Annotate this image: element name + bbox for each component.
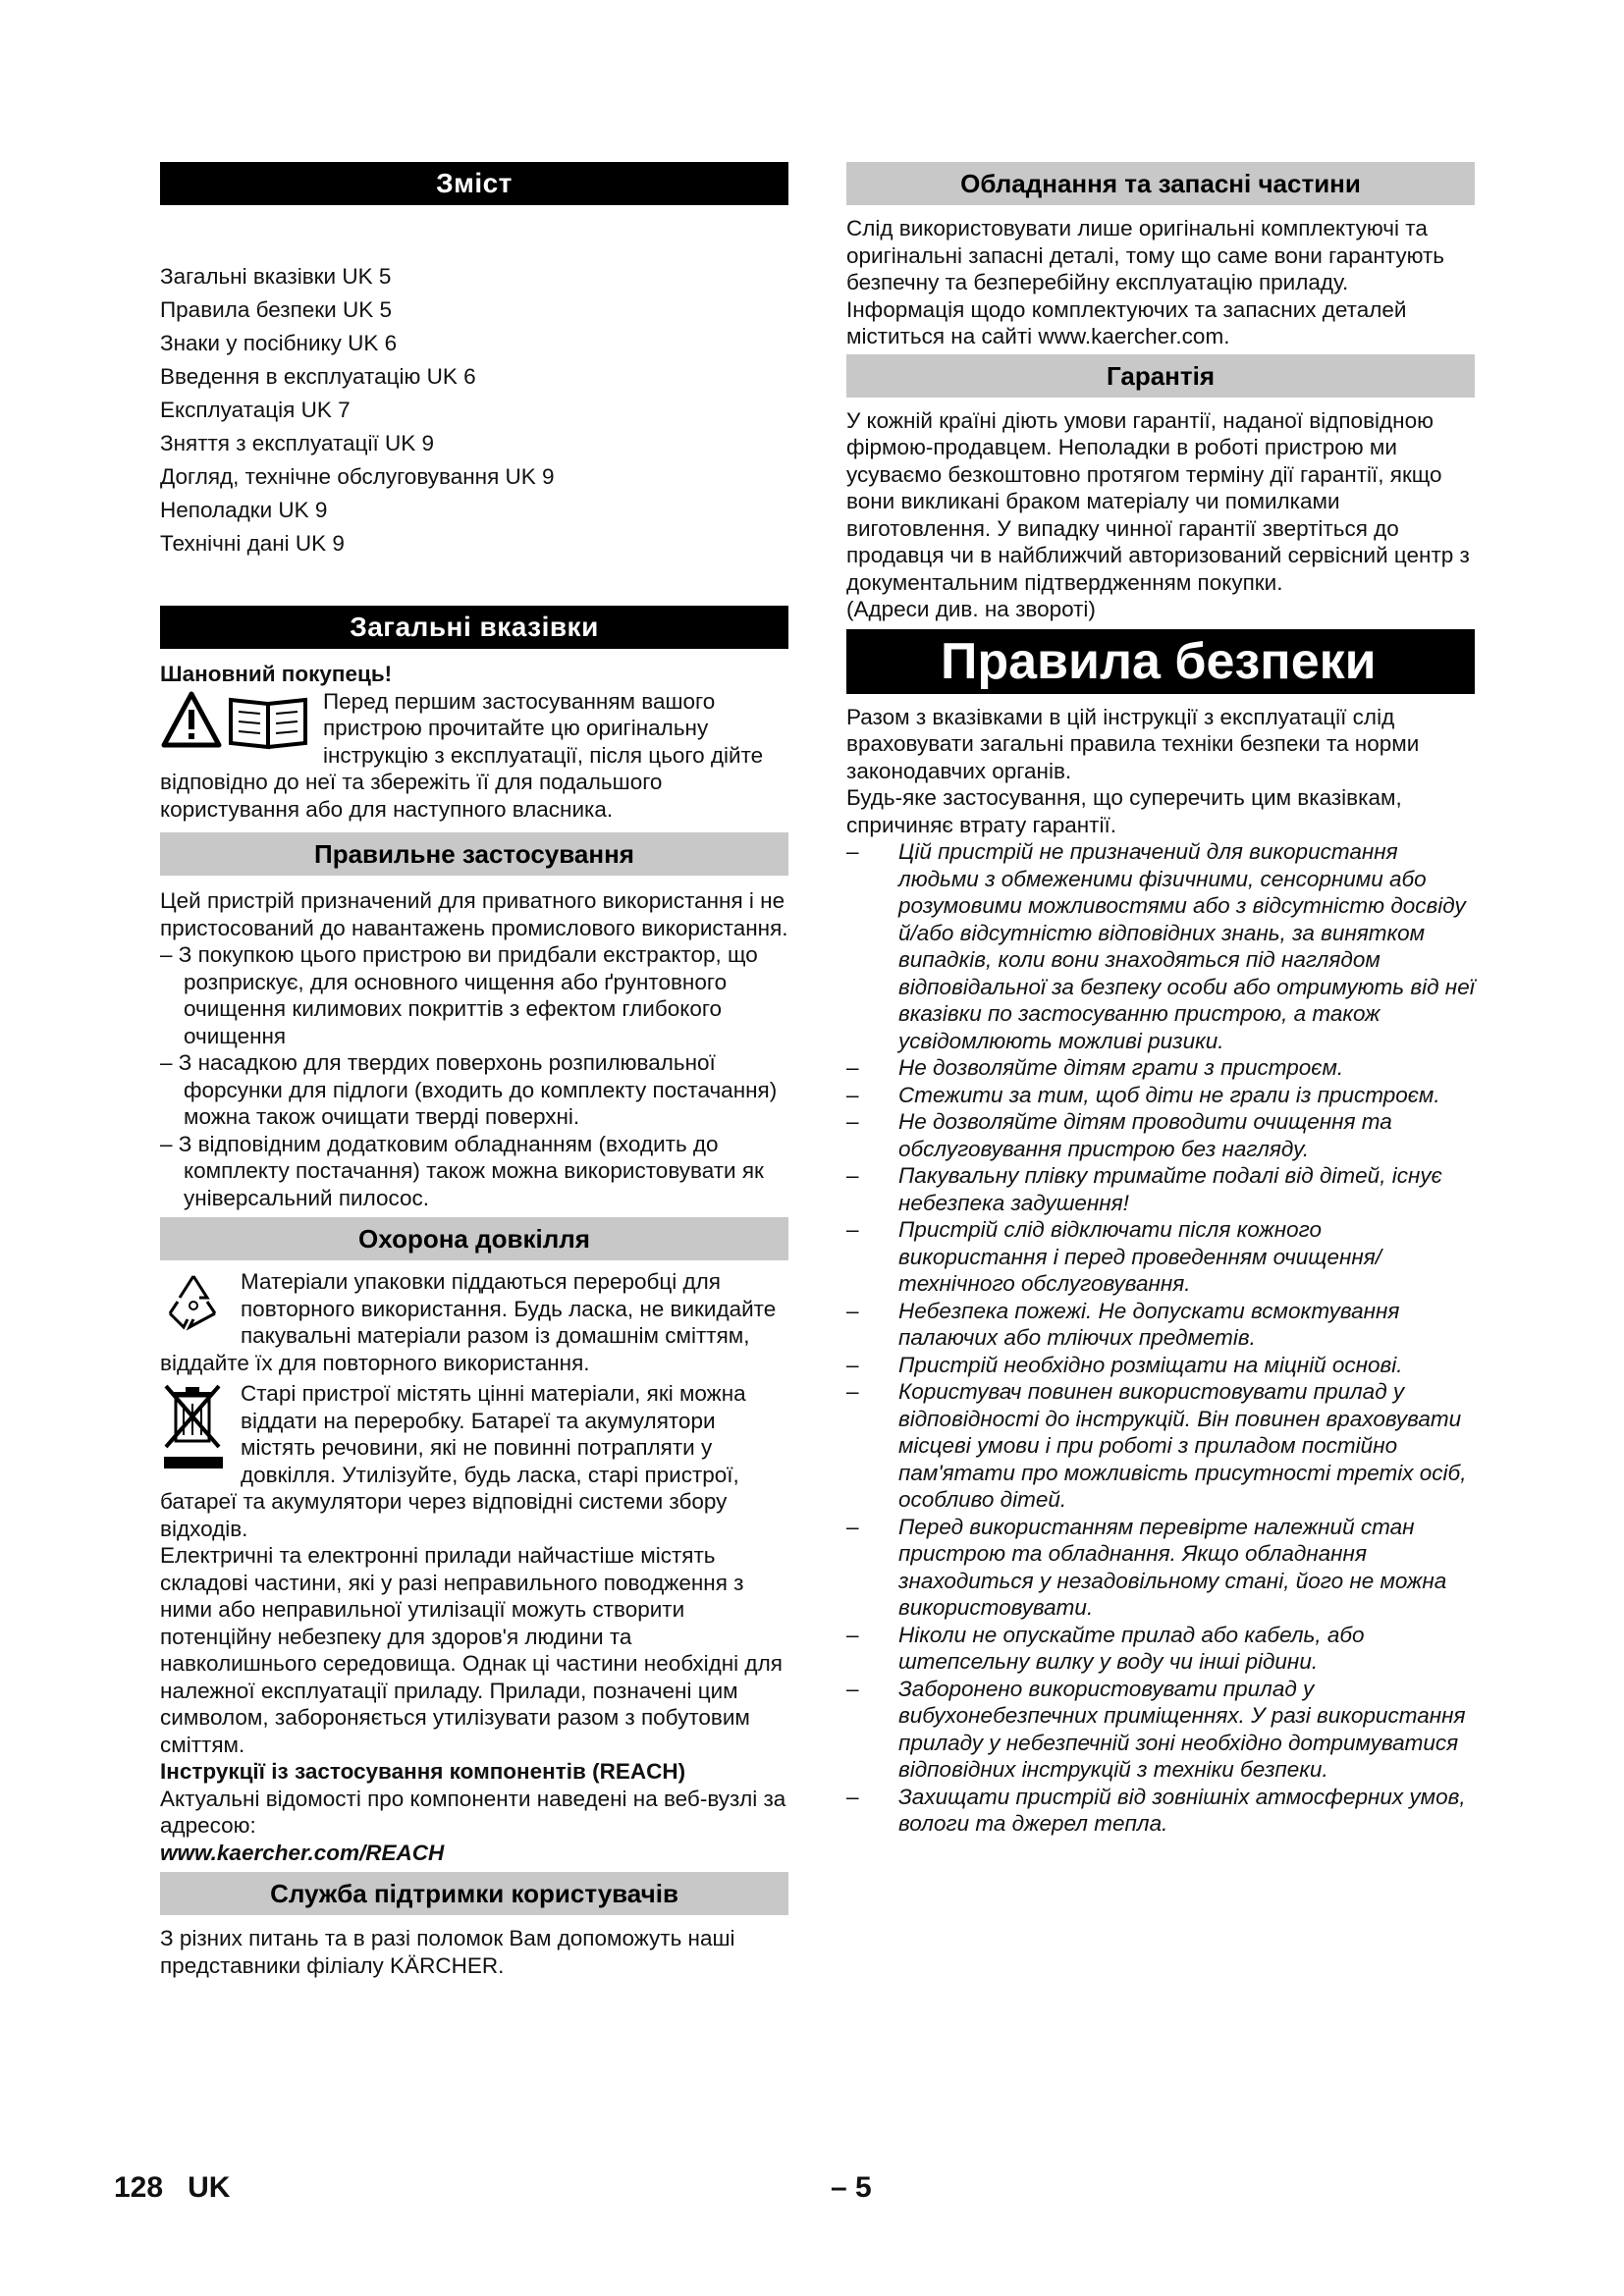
old-devices-text: Старі пристрої містять цінні матеріали, які можна віддати на переробку. Батареї та акумулятори містять речовини, які не повинні потрапляти у довкілля. Утилізуйте, будь ласка, старі пристрої, батареї та акумулятори через відповідні системи збору відходів. (160, 1381, 746, 1541)
accessories-p1: Слід використовувати лише оригінальні комплектуючі та оригінальні запасні деталі, тому що саме вони гарантують безпечну та безперебійну експлуатацію приладу. (846, 216, 1444, 294)
reach-text: Актуальні відомості про компоненти наведені на веб-вузлі за адресою: (160, 1786, 786, 1838)
general-heading: Загальні вказівки (160, 606, 788, 649)
safety-item: – Стежити за тим, щоб діти не грали із пристроєм. (846, 1082, 1440, 1107)
language-code: UK (188, 2171, 231, 2204)
dash-marker: – (846, 839, 859, 864)
left-column (160, 162, 788, 1979)
warranty-p2: (Адреси див. на звороті) (846, 597, 1096, 621)
toc-item[interactable]: Загальні вказівки UK 5 (160, 264, 392, 289)
toc-item[interactable]: Неполадки UK 9 (160, 498, 328, 522)
warranty-p1: У кожній країні діють умови гарантії, наданої відповідною фірмою-продавцем. Неполадки в роботі пристрою ми усуваємо безкоштовно протягом терміну дії гарантії, якщо вони викликані браком матеріалу чи помилками виготовлення. У випадку чинної гарантії звертіться до продавця чи в найближчий авторизований сервісний центр з документальним підтвердженням покупки. (846, 407, 1470, 595)
safety-item: – Цій пристрій не призначений для використання людьми з обмеженими фізичними, сенсорними або розумовими можливостями або з відсутністю досвіду й/або відсутністю відповідних знань, за винятком випадків, коли вони знаходяться під наглядом відповідальної за безпеку особи або отримують від неї вказівки по застосуванню пристрою, а також усвідомлюють можливі ризики. (846, 839, 1475, 1053)
safety-item: – Перед використанням перевірте належний стан пристрою та обладнання. Якщо обладнання знаходиться у незадовільному стані, його не можна використовувати. (846, 1514, 1447, 1620)
dash-marker: – (846, 1298, 859, 1323)
support-text: З різних питань та в разі поломок Вам допоможуть наші представники філіалу KÄRCHER. (160, 1926, 735, 1978)
toc-list (160, 260, 788, 561)
safety-p2: Будь-яке застосування, що суперечить цим вказівкам, спричиняє втрату гарантії. (846, 785, 1402, 837)
warranty-heading: Гарантія (846, 354, 1475, 398)
packaging-block (160, 1268, 788, 1376)
section-page-number: – 5 (831, 2171, 872, 2204)
safety-heading: Правила безпеки (846, 629, 1475, 694)
general-intro-text: Перед першим застосуванням вашого пристрою прочитайте цю оригінальну інструкцію з експлуатації, після цього дійте відповідно до неї та збережіть її для подальшого користування або для наступного власника. (160, 688, 764, 822)
dash-marker: – (846, 1622, 859, 1647)
safety-item: – Заборонено використовувати прилад у вибухонебезпечних приміщеннях. У разі використання приладу у небезпечній зоні необхідно дотримуватися відповідних інструкцій з техніки безпеки. (846, 1676, 1466, 1782)
safety-p1: Разом з вказівками в цій інструкції з експлуатації слід враховувати загальні правила техніки безпеки та норми законодавчих органів. (846, 704, 1420, 783)
dash-marker: – (846, 1217, 859, 1242)
environment-heading: Охорона довкілля (160, 1217, 788, 1260)
proper-use-item: – З покупкою цього пристрою ви придбали екстрактор, що розприскує, для основного чищення або ґрунтовного очищення килимових покриттів з ефектом глибокого очищення (160, 942, 758, 1048)
safety-item: – Пакувальну плівку тримайте подалі від дітей, існує небезпека задушення! (846, 1163, 1442, 1215)
proper-use-intro: Цей пристрій призначений для приватного використання і не пристосований до навантажень промислового використання. (160, 888, 788, 940)
toc-item[interactable]: Знаки у посібнику UK 6 (160, 331, 398, 355)
dash-marker: – (846, 1082, 859, 1107)
dash-marker: – (846, 1379, 859, 1404)
packaging-text: Матеріали упаковки піддаються переробці для повторного використання. Будь ласка, не викидайте пакувальні матеріали разом із домашнім сміттям, віддайте їх для повторного використання. (160, 1269, 777, 1375)
dash-marker: – (846, 1055, 859, 1080)
dash-marker: – (846, 1352, 859, 1377)
recycling-icon (160, 1270, 227, 1335)
toc-item[interactable]: Зняття з експлуатації UK 9 (160, 431, 434, 455)
crossed-bin-icon (160, 1382, 227, 1472)
safety-item: – Не дозволяйте дітям грати з пристроєм. (846, 1055, 1344, 1080)
toc-heading: Зміст (160, 162, 788, 205)
greeting: Шановний покупець! (160, 662, 393, 686)
toc-item[interactable]: Технічні дані UK 9 (160, 531, 345, 556)
right-column (846, 162, 1475, 1838)
toc-item[interactable]: Введення в експлуатацію UK 6 (160, 364, 476, 389)
warning-manual-icon (160, 690, 309, 751)
proper-use-item: – З насадкою для твердих поверхонь розпилювальної форсунки для підлоги (входить до комплекту постачання) можна також очищати тверді поверхні. (160, 1050, 778, 1129)
safety-item: – Ніколи не опускайте прилад або кабель, або штепсельну вилку у воду чи інші рідини. (846, 1622, 1365, 1674)
dash-marker: – (846, 1514, 859, 1539)
safety-item: – Пристрій слід відключати після кожного використання і перед проведенням очищення/технічного обслуговування. (846, 1217, 1382, 1296)
safety-item: – Захищати пристрій від зовнішніх атмосферних умов, вологи та джерел тепла. (846, 1784, 1466, 1836)
reach-title: Інструкції із застосування компонентів (REACH) (160, 1759, 686, 1784)
safety-item: – Пристрій необхідно розміщати на міцній основі. (846, 1352, 1403, 1377)
proper-use-heading: Правильне застосування (160, 832, 788, 876)
toc-item[interactable]: Експлуатація UK 7 (160, 398, 351, 422)
accessories-p2: Інформація щодо комплектуючих та запасних деталей міститься на сайті www.kaercher.com. (846, 296, 1407, 348)
safety-item: – Небезпека пожежі. Не допускати всмоктування палаючих або тліючих предметів. (846, 1298, 1400, 1350)
safety-item: – Не дозволяйте дітям проводити очищення та обслуговування пристрою без нагляду. (846, 1109, 1392, 1161)
dash-marker: – (846, 1676, 859, 1701)
general-intro-block (160, 688, 788, 824)
toc-item[interactable]: Догляд, технічне обслуговування UK 9 (160, 464, 555, 489)
proper-use-item: – З відповідним додатковим обладнанням (входить до комплекту постачання) також можна використовувати як універсальний пилосос. (160, 1131, 764, 1210)
accessories-heading: Обладнання та запасні частини (846, 162, 1475, 205)
dash-marker: – (846, 1109, 859, 1134)
dash-marker: – (846, 1784, 859, 1809)
electronics-text: Електричні та електронні прилади найчастіше містять складові частини, які у разі неправильного поводження з ними або неправильної утилізації можуть створити потенційну небезпеку для здоров'я людини та навколишнього середовища. Однак ці частини необхідні для належної експлуатації приладу. Прилади, позначені цим символом, забороняється утилізувати разом з побутовим сміттям. (160, 1543, 783, 1757)
safety-item: – Користувач повинен використовувати прилад у відповідності до інструкцій. Він повинен враховувати місцеві умови і при роботі з приладом постійно пам'ятати про можливість присутності третіх осіб, особливо дітей. (846, 1379, 1467, 1512)
support-heading: Служба підтримки користувачів (160, 1872, 788, 1915)
old-devices-block (160, 1380, 788, 1542)
dash-marker: – (846, 1163, 859, 1188)
toc-item[interactable]: Правила безпеки UK 5 (160, 297, 392, 322)
reach-link[interactable]: www.kaercher.com/REACH (160, 1840, 445, 1865)
page-number: 128 UK (114, 2171, 231, 2204)
